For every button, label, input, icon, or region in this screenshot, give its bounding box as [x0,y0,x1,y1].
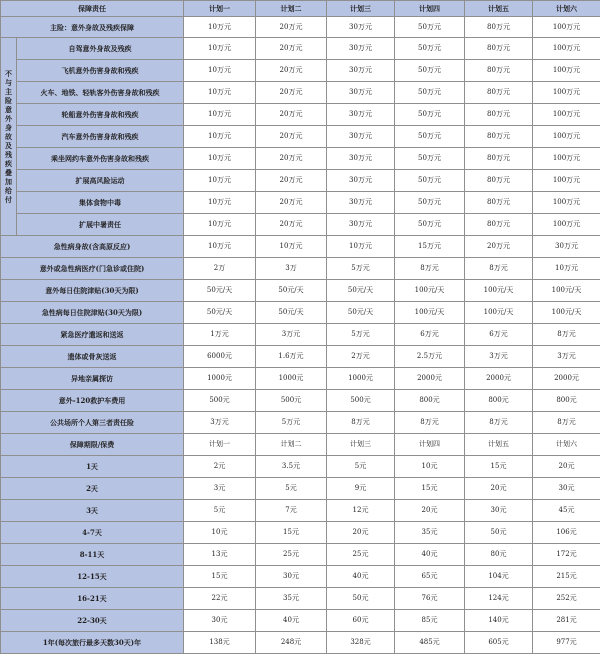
coverage-row-value: 1万元 [184,324,256,346]
header-category: 保障责任 [1,1,184,17]
side-group-row-value: 50万元 [395,148,465,170]
coverage-row-value: 3万 [256,258,327,280]
coverage-row-value: 30万元 [533,236,600,258]
main-coverage-value: 80万元 [465,17,533,38]
side-group-row-label: 自驾意外身故及残疾 [17,38,184,60]
premium-row-label: 8-11天 [1,544,184,566]
coverage-row-label: 遗体或骨灰送返 [1,346,184,368]
premium-header-plan: 计划三 [327,434,395,456]
premium-row-value: 10元 [395,456,465,478]
side-group-row [1,60,600,82]
side-group-row [1,192,600,214]
premium-row-value: 40元 [395,544,465,566]
side-group-row-label: 汽车意外伤害身故和残疾 [17,126,184,148]
side-group-row-value: 20万元 [256,82,327,104]
side-group-row [1,126,600,148]
premium-row-value: 15元 [184,566,256,588]
side-group-row-value: 20万元 [256,148,327,170]
side-group-row-value: 50万元 [395,126,465,148]
side-group-row-value: 100万元 [533,60,600,82]
coverage-row-value: 100元/天 [465,280,533,302]
coverage-row-value: 1000元 [327,368,395,390]
premium-row [1,456,600,478]
premium-row-value: 5元 [184,500,256,522]
coverage-row-value: 2000元 [395,368,465,390]
side-group-row-value: 50万元 [395,214,465,236]
coverage-row-value: 3万元 [465,346,533,368]
premium-row [1,566,600,588]
main-coverage-value: 100万元 [533,17,600,38]
coverage-row-value: 2000元 [533,368,600,390]
main-coverage-value: 30万元 [327,17,395,38]
side-group-row-value: 80万元 [465,148,533,170]
premium-row-value: 35元 [395,522,465,544]
coverage-row-label: 公共场所个人第三者责任险 [1,412,184,434]
premium-row [1,588,600,610]
side-group-row-value: 30万元 [327,38,395,60]
side-group-label-text: 不与主险意外身故及残疾叠加给付 [3,69,15,204]
side-group-row-value: 30万元 [327,126,395,148]
coverage-row-label: 意外每日住院津贴(30天为限) [1,280,184,302]
coverage-row-value: 6000元 [184,346,256,368]
main-coverage-value: 20万元 [256,17,327,38]
side-group-row-value: 50万元 [395,82,465,104]
side-group-row-label: 火车、地铁、轻轨客外伤害身故和残疾 [17,82,184,104]
side-group-row-value: 20万元 [256,38,327,60]
header-plan: 计划六 [533,1,600,17]
coverage-row-value: 8万元 [395,412,465,434]
coverage-row-label: 急性病每日住院津贴(30天为限) [1,302,184,324]
coverage-row-label: 意外-120救护车费用 [1,390,184,412]
premium-row-label: 16-21天 [1,588,184,610]
side-group-row-value: 30万元 [327,170,395,192]
premium-row-value: 65元 [395,566,465,588]
coverage-row-label: 紧急医疗遣返和送返 [1,324,184,346]
coverage-row-value: 2000元 [465,368,533,390]
premium-row-value: 104元 [465,566,533,588]
premium-row-label: 4-7天 [1,522,184,544]
coverage-row-value: 50元/天 [327,280,395,302]
side-group-row-value: 30万元 [327,192,395,214]
header-plan: 计划二 [256,1,327,17]
premium-row-value: 3.5元 [256,456,327,478]
coverage-row-value: 50元/天 [256,280,327,302]
premium-row-value: 106元 [533,522,600,544]
premium-row-value: 15元 [256,522,327,544]
premium-row-value: 15元 [465,456,533,478]
premium-row-value: 5元 [256,478,327,500]
premium-row-label: 3天 [1,500,184,522]
premium-row-value: 281元 [533,610,600,632]
side-group-row-value: 80万元 [465,126,533,148]
side-group-row-value: 100万元 [533,214,600,236]
side-group-row-value: 80万元 [465,104,533,126]
coverage-row-value: 10万元 [256,236,327,258]
premium-row-value: 172元 [533,544,600,566]
side-group-row-value: 10万元 [184,60,256,82]
premium-header-plan: 计划一 [184,434,256,456]
coverage-row-value: 6万元 [395,324,465,346]
premium-row-value: 30元 [465,500,533,522]
coverage-row-value: 3万元 [533,346,600,368]
side-group-row-label: 扩展高风险运动 [17,170,184,192]
coverage-row-value: 3万元 [184,412,256,434]
side-group-row-value: 100万元 [533,192,600,214]
side-group-row-value: 50万元 [395,60,465,82]
side-group-row-value: 50万元 [395,38,465,60]
premium-row-value: 605元 [465,632,533,654]
premium-row-value: 35元 [256,588,327,610]
side-group-row-value: 10万元 [184,104,256,126]
main-coverage-row [1,17,600,38]
side-group-row-value: 20万元 [256,104,327,126]
premium-header-plan: 计划二 [256,434,327,456]
coverage-row-value: 50元/天 [184,280,256,302]
header-plan: 计划五 [465,1,533,17]
coverage-row-value: 20万元 [465,236,533,258]
premium-row-value: 5元 [327,456,395,478]
coverage-row-value: 50元/天 [327,302,395,324]
side-group-row-value: 100万元 [533,126,600,148]
premium-row-value: 30元 [184,610,256,632]
coverage-row-value: 5万元 [327,324,395,346]
coverage-row-value: 50元/天 [184,302,256,324]
premium-row-value: 50元 [327,588,395,610]
coverage-row-value: 10万元 [533,258,600,280]
coverage-row [1,236,600,258]
premium-row [1,610,600,632]
side-group-row-value: 20万元 [256,60,327,82]
coverage-row [1,280,600,302]
coverage-row-value: 8万元 [465,412,533,434]
coverage-row-value: 500元 [256,390,327,412]
premium-row-value: 85元 [395,610,465,632]
premium-row-label: 22-30天 [1,610,184,632]
header-plan: 计划三 [327,1,395,17]
premium-row-value: 25元 [256,544,327,566]
premium-row-value: 76元 [395,588,465,610]
premium-row-value: 7元 [256,500,327,522]
coverage-row-value: 100元/天 [465,302,533,324]
premium-header-plan: 计划四 [395,434,465,456]
premium-row-value: 10元 [184,522,256,544]
header-row [1,1,600,17]
premium-row-value: 13元 [184,544,256,566]
premium-header-plan: 计划六 [533,434,600,456]
side-group-row-value: 10万元 [184,126,256,148]
premium-row-value: 124元 [465,588,533,610]
premium-row-value: 15元 [395,478,465,500]
coverage-row-value: 5万元 [256,412,327,434]
coverage-row-label: 异地亲属探访 [1,368,184,390]
coverage-row-value: 2万元 [327,346,395,368]
premium-row-value: 40元 [256,610,327,632]
premium-row-value: 977元 [533,632,600,654]
side-group-row-value: 10万元 [184,82,256,104]
coverage-row [1,324,600,346]
side-group-row-label: 乘坐网约车意外伤害身故和残疾 [17,148,184,170]
coverage-row-label: 意外或急性病医疗(门急诊或住院) [1,258,184,280]
side-group-row-value: 100万元 [533,38,600,60]
premium-row-value: 20元 [327,522,395,544]
premium-row-value: 215元 [533,566,600,588]
premium-row-value: 40元 [327,566,395,588]
coverage-row-value: 3万元 [256,324,327,346]
side-group-row-label: 集体食物中毒 [17,192,184,214]
coverage-row-value: 1000元 [184,368,256,390]
premium-row-value: 20元 [533,456,600,478]
premium-row [1,544,600,566]
coverage-row-value: 500元 [327,390,395,412]
premium-row-value: 50元 [465,522,533,544]
main-coverage-value: 50万元 [395,17,465,38]
side-group-row [1,170,600,192]
coverage-row [1,346,600,368]
side-group-row-value: 100万元 [533,170,600,192]
coverage-row-value: 100元/天 [533,302,600,324]
coverage-row-value: 800元 [465,390,533,412]
coverage-row-value: 8万元 [327,412,395,434]
side-group-row-value: 100万元 [533,104,600,126]
premium-row-value: 80元 [465,544,533,566]
coverage-row-value: 15万元 [395,236,465,258]
coverage-row-value: 5万元 [327,258,395,280]
coverage-row-value: 6万元 [465,324,533,346]
coverage-row [1,368,600,390]
coverage-row [1,258,600,280]
premium-row [1,632,600,654]
side-group-row-value: 30万元 [327,148,395,170]
premium-row-value: 30元 [533,478,600,500]
side-group-row-value: 30万元 [327,60,395,82]
coverage-row-value: 800元 [533,390,600,412]
premium-row-value: 140元 [465,610,533,632]
premium-row-value: 328元 [327,632,395,654]
coverage-row-value: 500元 [184,390,256,412]
side-group-row-value: 50万元 [395,104,465,126]
coverage-row-value: 100元/天 [395,302,465,324]
premium-row [1,522,600,544]
coverage-row-value: 1.6万元 [256,346,327,368]
premium-row-value: 30元 [256,566,327,588]
side-group-row [1,214,600,236]
side-group-row-value: 80万元 [465,82,533,104]
coverage-row-value: 10万元 [184,236,256,258]
header-plan: 计划四 [395,1,465,17]
premium-row-label: 1年(每次旅行最多天数30天)年 [1,632,184,654]
side-group-row-label: 飞机意外伤害身故和残疾 [17,60,184,82]
premium-row [1,478,600,500]
coverage-row-value: 2万 [184,258,256,280]
premium-header-row [1,434,600,456]
side-group-row-value: 10万元 [184,148,256,170]
side-group-row-value: 80万元 [465,170,533,192]
side-group-row-value: 80万元 [465,214,533,236]
coverage-table-body [1,1,600,654]
side-group-label [1,38,17,236]
premium-row-value: 45元 [533,500,600,522]
coverage-row-value: 1000元 [256,368,327,390]
side-group-row-value: 20万元 [256,126,327,148]
premium-row-value: 485元 [395,632,465,654]
main-coverage-value: 10万元 [184,17,256,38]
premium-row-value: 9元 [327,478,395,500]
premium-row-value: 20元 [395,500,465,522]
premium-row-value: 22元 [184,588,256,610]
side-group-row-value: 10万元 [184,38,256,60]
coverage-row-value: 10万元 [327,236,395,258]
side-group-row-value: 80万元 [465,38,533,60]
premium-row-label: 2天 [1,478,184,500]
coverage-row [1,302,600,324]
premium-row [1,500,600,522]
premium-row-value: 20元 [465,478,533,500]
side-group-row-value: 20万元 [256,192,327,214]
premium-header-label: 保障期限/保费 [1,434,184,456]
premium-row-value: 252元 [533,588,600,610]
side-group-row-value: 10万元 [184,170,256,192]
side-group-row-value: 30万元 [327,214,395,236]
premium-row-value: 248元 [256,632,327,654]
side-group-row-value: 10万元 [184,214,256,236]
side-group-row-value: 50万元 [395,192,465,214]
side-group-row-value: 20万元 [256,214,327,236]
premium-row-label: 1天 [1,456,184,478]
coverage-row-value: 50元/天 [256,302,327,324]
premium-row-value: 12元 [327,500,395,522]
side-group-row-value: 50万元 [395,170,465,192]
coverage-row [1,390,600,412]
side-group-row-label: 扩展中暑责任 [17,214,184,236]
coverage-row-value: 800元 [395,390,465,412]
premium-row-value: 3元 [184,478,256,500]
coverage-row-value: 8万元 [395,258,465,280]
coverage-row-value: 8万元 [465,258,533,280]
side-group-row-value: 100万元 [533,82,600,104]
premium-row-value: 25元 [327,544,395,566]
side-group-row-value: 10万元 [184,192,256,214]
premium-row-value: 2元 [184,456,256,478]
coverage-row-value: 100元/天 [533,280,600,302]
side-group-row-value: 30万元 [327,104,395,126]
side-group-row-value: 20万元 [256,170,327,192]
side-group-row [1,104,600,126]
header-plan: 计划一 [184,1,256,17]
coverage-row-value: 8万元 [533,412,600,434]
side-group-row-label: 轮船意外伤害身故和残疾 [17,104,184,126]
side-group-row [1,38,600,60]
coverage-row [1,412,600,434]
side-group-row-value: 30万元 [327,82,395,104]
coverage-row-value: 2.5万元 [395,346,465,368]
side-group-row-value: 80万元 [465,192,533,214]
side-group-row [1,82,600,104]
premium-header-plan: 计划五 [465,434,533,456]
side-group-row [1,148,600,170]
coverage-row-value: 8万元 [533,324,600,346]
premium-row-label: 12-15天 [1,566,184,588]
premium-row-value: 138元 [184,632,256,654]
side-group-row-value: 100万元 [533,148,600,170]
premium-row-value: 60元 [327,610,395,632]
coverage-row-label: 急性病身故(含高原反应) [1,236,184,258]
coverage-row-value: 100元/天 [395,280,465,302]
side-group-row-value: 80万元 [465,60,533,82]
main-coverage-label: 主险：意外身故及残疾保障 [1,17,184,38]
